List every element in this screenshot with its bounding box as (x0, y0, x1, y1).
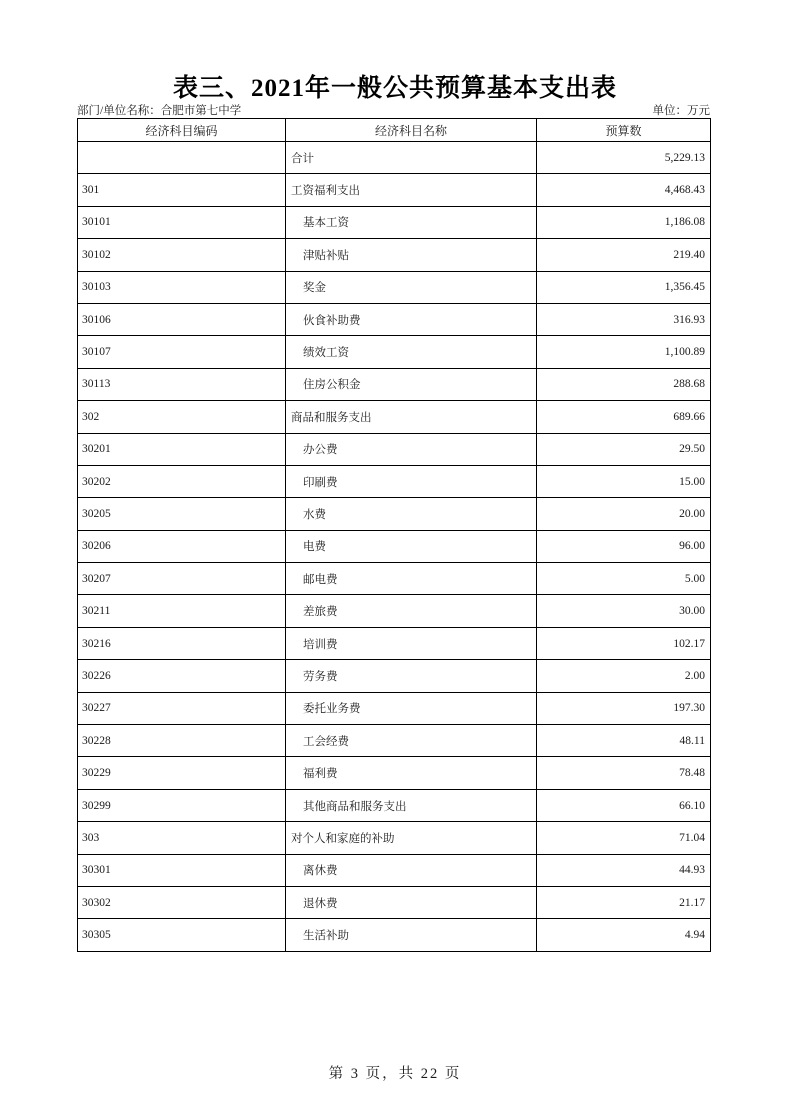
budget-amount-cell: 48.11 (537, 725, 711, 757)
subject-name-cell: 差旅费 (286, 595, 537, 627)
subject-code-cell: 301 (78, 174, 286, 206)
budget-amount-cell: 78.48 (537, 757, 711, 789)
table-row (78, 725, 711, 757)
subject-name-cell: 福利费 (286, 757, 537, 789)
subject-code-cell: 30207 (78, 563, 286, 595)
department-name-label: 部门/单位名称：合肥市第七中学 (77, 105, 242, 117)
subject-name-cell: 工会经费 (286, 725, 537, 757)
table-row (78, 595, 711, 627)
table-row (78, 174, 711, 206)
subject-name-cell: 水费 (286, 498, 537, 530)
budget-amount-cell: 316.93 (537, 303, 711, 335)
table-row (78, 498, 711, 530)
subject-name-cell: 办公费 (286, 433, 537, 465)
unit-label: 单位：万元 (652, 105, 710, 117)
budget-amount-cell: 288.68 (537, 368, 711, 400)
table-row (78, 822, 711, 854)
table-row (78, 530, 711, 562)
budget-table (77, 118, 711, 952)
table-header (78, 119, 711, 142)
subject-code-cell: 30302 (78, 886, 286, 918)
table-row (78, 336, 711, 368)
table-row (78, 627, 711, 659)
budget-amount-cell: 20.00 (537, 498, 711, 530)
subject-name-cell: 基本工资 (286, 206, 537, 238)
subject-name-cell: 委托业务费 (286, 692, 537, 724)
budget-amount-cell: 1,100.89 (537, 336, 711, 368)
subject-code-cell: 30102 (78, 239, 286, 271)
table-row (78, 206, 711, 238)
column-header-name: 经济科目名称 (286, 119, 537, 142)
budget-amount-cell: 21.17 (537, 886, 711, 918)
subject-code-cell: 30201 (78, 433, 286, 465)
budget-amount-cell: 1,186.08 (537, 206, 711, 238)
subject-name-cell: 劳务费 (286, 660, 537, 692)
subject-code-cell: 30202 (78, 465, 286, 497)
meta-row (77, 102, 710, 118)
table-body (78, 142, 711, 952)
page-title: 表三、2021年一般公共预算基本支出表 (172, 75, 617, 102)
budget-amount-cell: 2.00 (537, 660, 711, 692)
table-row (78, 919, 711, 951)
subject-code-cell: 30228 (78, 725, 286, 757)
budget-amount-cell: 5.00 (537, 563, 711, 595)
subject-code-cell: 30106 (78, 303, 286, 335)
budget-amount-cell: 66.10 (537, 789, 711, 821)
budget-amount-cell: 4,468.43 (537, 174, 711, 206)
subject-code-cell: 30101 (78, 206, 286, 238)
subject-name-cell: 退休费 (286, 886, 537, 918)
table-row (78, 789, 711, 821)
subject-code-cell: 30229 (78, 757, 286, 789)
subject-code-cell: 303 (78, 822, 286, 854)
table-row (78, 239, 711, 271)
table-row (78, 142, 711, 174)
budget-amount-cell: 197.30 (537, 692, 711, 724)
subject-code-cell: 30107 (78, 336, 286, 368)
subject-name-cell: 电费 (286, 530, 537, 562)
subject-name-cell: 津贴补贴 (286, 239, 537, 271)
budget-amount-cell: 44.93 (537, 854, 711, 886)
budget-amount-cell: 1,356.45 (537, 271, 711, 303)
column-header-amount: 预算数 (537, 119, 711, 142)
budget-amount-cell: 29.50 (537, 433, 711, 465)
subject-code-cell: 30305 (78, 919, 286, 951)
subject-code-cell: 30113 (78, 368, 286, 400)
subject-code-cell: 30211 (78, 595, 286, 627)
table-row (78, 303, 711, 335)
subject-name-cell: 生活补助 (286, 919, 537, 951)
budget-amount-cell: 102.17 (537, 627, 711, 659)
subject-code-cell: 30226 (78, 660, 286, 692)
subject-code-cell: 30227 (78, 692, 286, 724)
budget-amount-cell: 5,229.13 (537, 142, 711, 174)
subject-name-cell: 商品和服务支出 (286, 401, 537, 433)
subject-code-cell (78, 142, 286, 174)
subject-code-cell: 302 (78, 401, 286, 433)
table-row (78, 757, 711, 789)
budget-amount-cell: 30.00 (537, 595, 711, 627)
budget-amount-cell: 689.66 (537, 401, 711, 433)
subject-name-cell: 离休费 (286, 854, 537, 886)
subject-name-cell: 工资福利支出 (286, 174, 537, 206)
subject-name-cell: 印刷费 (286, 465, 537, 497)
table-row (78, 660, 711, 692)
subject-name-cell: 伙食补助费 (286, 303, 537, 335)
subject-name-cell: 培训费 (286, 627, 537, 659)
table-row (78, 433, 711, 465)
subject-code-cell: 30299 (78, 789, 286, 821)
subject-name-cell: 对个人和家庭的补助 (286, 822, 537, 854)
table-row (78, 692, 711, 724)
budget-amount-cell: 219.40 (537, 239, 711, 271)
budget-amount-cell: 96.00 (537, 530, 711, 562)
subject-name-cell: 合计 (286, 142, 537, 174)
table-row (78, 886, 711, 918)
subject-code-cell: 30103 (78, 271, 286, 303)
budget-amount-cell: 4.94 (537, 919, 711, 951)
subject-code-cell: 30301 (78, 854, 286, 886)
subject-code-cell: 30205 (78, 498, 286, 530)
subject-name-cell: 住房公积金 (286, 368, 537, 400)
table-row (78, 401, 711, 433)
subject-name-cell: 绩效工资 (286, 336, 537, 368)
table-header-row (78, 119, 711, 142)
budget-amount-cell: 15.00 (537, 465, 711, 497)
table-row (78, 368, 711, 400)
column-header-code: 经济科目编码 (78, 119, 286, 142)
page-number: 第 3 页，共 22 页 (328, 1066, 462, 1082)
subject-code-cell: 30216 (78, 627, 286, 659)
table-row (78, 465, 711, 497)
budget-amount-cell: 71.04 (537, 822, 711, 854)
subject-name-cell: 奖金 (286, 271, 537, 303)
table-row (78, 563, 711, 595)
subject-name-cell: 其他商品和服务支出 (286, 789, 537, 821)
subject-code-cell: 30206 (78, 530, 286, 562)
table-row (78, 271, 711, 303)
subject-name-cell: 邮电费 (286, 563, 537, 595)
table-row (78, 854, 711, 886)
